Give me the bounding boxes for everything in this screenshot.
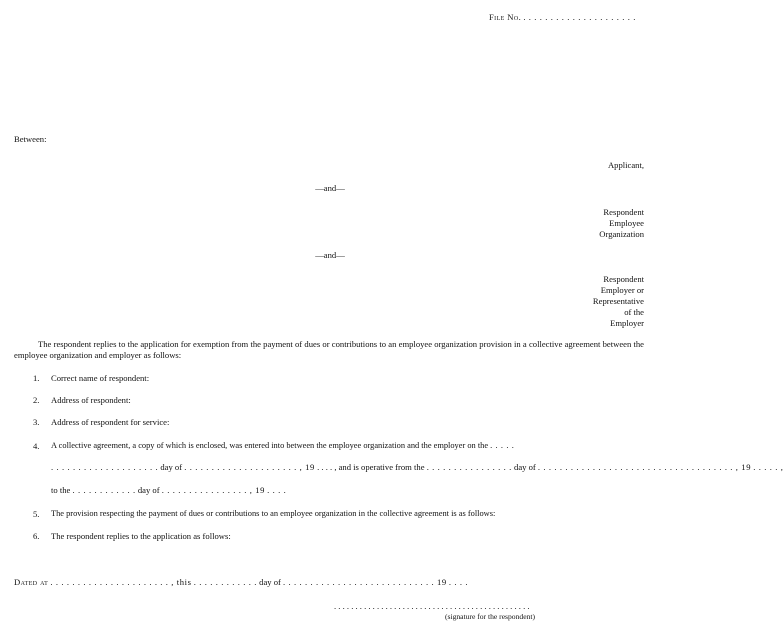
item-number: 4. (33, 441, 40, 451)
item-respondent-replies: The respondent replies to the application as follows: (51, 531, 231, 541)
operative-month-year-blank[interactable]: . . . . . . . . . . . . . . . . . . . . . . . . . . . . . . . . . . . . , 19 (537, 462, 752, 472)
to-the-text: to the (51, 485, 71, 495)
to-day-blank[interactable]: . . . . . . . . . . . . (72, 485, 136, 495)
item-number: 1. (33, 373, 40, 383)
item-address-for-service: Address of respondent for service: (51, 417, 170, 427)
respondent-organization-label (599, 207, 644, 240)
day-blank[interactable]: . . . . . . . . . . . . . . . . . . . . (51, 462, 159, 472)
item-number: 2. (33, 395, 40, 405)
item-dues-provision: The provision respecting the payment of dues or contributions to an employee organization in the collective agreement is as follows: (51, 509, 496, 518)
respondent-emp-line: Employer or (600, 285, 644, 295)
file-no-label: File No. (489, 12, 522, 22)
to-month-year-blank[interactable]: . . . . . . . . . . . . . . . . , 19 (161, 485, 265, 495)
year-blank[interactable]: . . . . (448, 577, 469, 587)
and-separator-1: —and— (315, 183, 345, 193)
item-correct-name: Correct name of respondent: (51, 373, 150, 383)
dated-line (14, 577, 468, 587)
file-no-blank[interactable]: . . . . . . . . . . . . . . . . . . . . . (523, 12, 636, 22)
dated-at-label: Dated at (14, 577, 49, 587)
respondent-emp-line: of the (624, 307, 644, 317)
item-address: Address of respondent: (51, 395, 131, 405)
file-number-field (489, 12, 636, 22)
date-blank[interactable]: . . . . . (490, 441, 515, 450)
day-blank[interactable]: . . . . . . . . . . . . (193, 577, 257, 587)
intro-paragraph: The respondent replies to the application for exemption from the payment of dues or contributions to an employee organization provision in a collective agreement between the employee organization and employer as follows: (14, 339, 644, 360)
item-number: 5. (33, 509, 40, 519)
operative-from-text: . . . . , and is operative from the (317, 462, 425, 472)
signature-line[interactable]: . . . . . . . . . . . . . . . . . . . . . . . . . . . . . . . . . . . . . . . . . . . . . . (334, 601, 530, 611)
respondent-org-line: Organization (599, 229, 644, 239)
item-collective-agreement-line-3 (51, 485, 286, 495)
day-of-text: day of (514, 462, 536, 472)
item-collective-agreement-line-2 (51, 462, 784, 472)
signature-caption: (signature for the respondent) (444, 612, 536, 621)
respondent-emp-line: Representative (592, 296, 644, 306)
respondent-employer-label (593, 274, 644, 329)
applicant-label: Applicant, (607, 160, 644, 170)
between-label: Between: (14, 134, 47, 144)
place-blank[interactable]: . . . . . . . . . . . . . . . . . . . . . . , this (50, 577, 192, 587)
month-year-blank[interactable]: . . . . . . . . . . . . . . . . . . . . . , 19 (184, 462, 315, 472)
operative-year-blank[interactable]: . . . . . , (753, 462, 784, 472)
respondent-emp-line: Employer (610, 318, 644, 328)
item-number: 6. (33, 531, 40, 541)
respondent-org-line: Respondent (603, 207, 644, 217)
day-of-text: day of (259, 577, 281, 587)
day-of-text: day of (137, 485, 160, 495)
and-separator-2: —and— (315, 250, 345, 260)
item-number: 3. (33, 417, 40, 427)
day-of-text: day of (160, 462, 183, 472)
agreement-text: A collective agreement, a copy of which is enclosed, was entered into between the employee organization and the employer on the (51, 441, 489, 450)
to-year-blank[interactable]: . . . . (267, 485, 287, 495)
item-collective-agreement-line-1 (51, 441, 514, 450)
respondent-org-line: Employee (609, 218, 644, 228)
operative-day-blank[interactable]: . . . . . . . . . . . . . . . . (426, 462, 512, 472)
month-blank[interactable]: . . . . . . . . . . . . . . . . . . . . . . . . . . . . 19 (283, 577, 447, 587)
respondent-emp-line: Respondent (603, 274, 644, 284)
